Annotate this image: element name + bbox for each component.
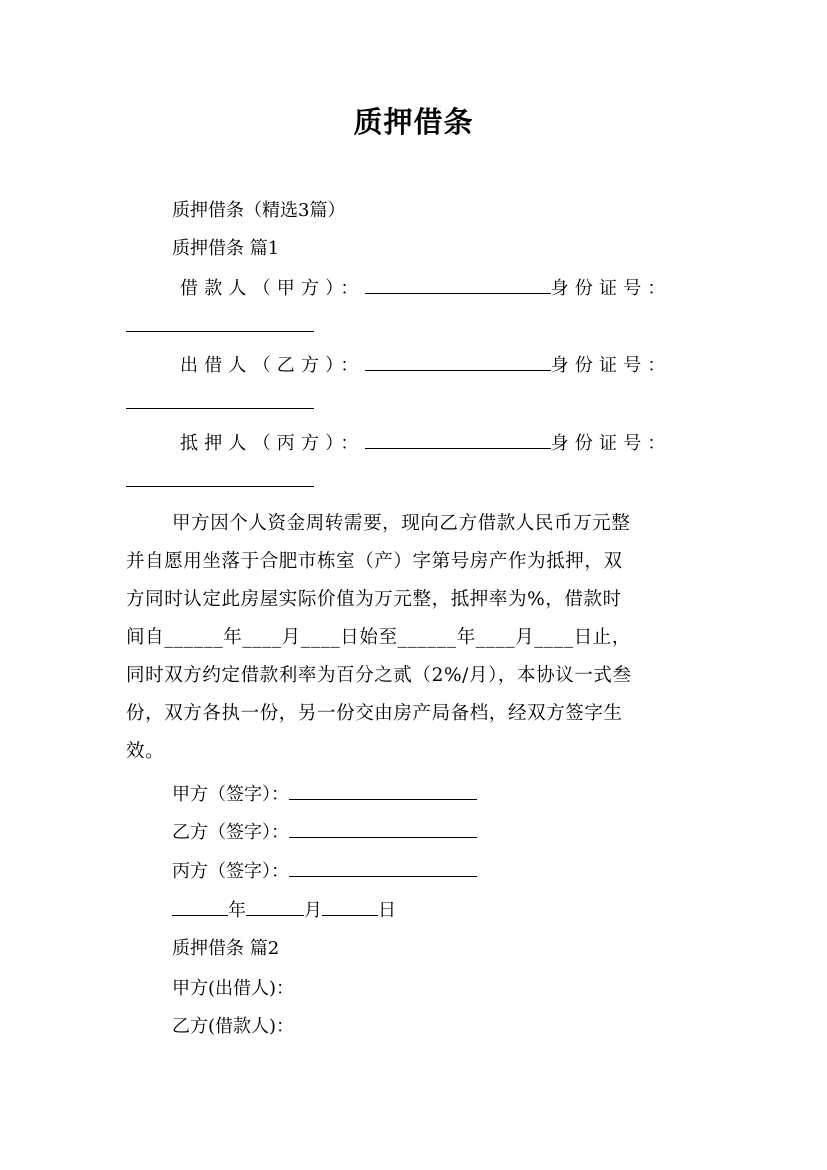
date-month-label: 月: [304, 900, 322, 921]
party-a-label: 甲方(出借人)：: [172, 978, 295, 999]
mortgagor-id-label: 身份证号：: [550, 433, 672, 454]
sign-row-a: [172, 784, 477, 806]
paragraph-line: 效。: [126, 741, 165, 762]
party-b-label: 乙方(借款人)：: [172, 1016, 295, 1037]
date-day-label: 日: [378, 900, 396, 921]
lender-id-label: 身份证号：: [550, 355, 672, 376]
lender-id-blank: [126, 394, 314, 409]
borrower-row: [180, 278, 672, 300]
borrower-label: 借款人（甲方）：: [180, 278, 365, 299]
sign-row-b: [172, 822, 477, 844]
sign-a-blank: [289, 785, 477, 800]
mortgagor-label: 抵押人（丙方）：: [180, 433, 365, 454]
date-day-blank: [322, 901, 378, 916]
section1-heading: 质押借条 篇1: [172, 238, 280, 259]
paragraph-line: 并自愿用坐落于合肥市栋室（产）字第号房产作为抵押，双: [126, 551, 623, 572]
lender-id-row: [126, 393, 314, 415]
sign-b-blank: [289, 823, 477, 838]
sign-a-label: 甲方（签字）：: [172, 784, 289, 805]
paragraph-line: 方同时认定此房屋实际价值为万元整，抵押率为%，借款时: [126, 589, 622, 610]
date-year-label: 年: [228, 900, 246, 921]
paragraph-line: 间自______年____月____日始至______年____月____日止，: [126, 627, 632, 648]
sign-c-blank: [289, 862, 477, 877]
mortgagor-id-row: [126, 471, 314, 493]
paragraph-line: 同时双方约定借款利率为百分之贰（2%/月），本协议一式叁: [126, 665, 632, 686]
lender-label: 出借人（乙方）：: [180, 355, 365, 376]
mortgagor-name-blank: [365, 434, 551, 449]
lender-row: [180, 355, 672, 377]
borrower-id-blank: [126, 317, 314, 332]
borrower-id-label: 身份证号：: [550, 278, 672, 299]
paragraph-line: 份，双方各执一份，另一份交由房产局备档，经双方签字生: [126, 703, 623, 724]
agreement-paragraph: [126, 505, 716, 771]
paragraph-line: 甲方因个人资金周转需要，现向乙方借款人民币万元整: [172, 513, 631, 534]
mortgagor-id-blank: [126, 472, 314, 487]
sign-row-c: [172, 861, 477, 883]
borrower-id-row: [126, 316, 314, 338]
borrower-name-blank: [365, 279, 551, 294]
sign-c-label: 丙方（签字）：: [172, 861, 289, 882]
document-intro: 质押借条（精选3篇）: [172, 200, 346, 221]
date-year-blank: [172, 901, 228, 916]
section2-heading: 质押借条 篇2: [172, 938, 280, 959]
sign-b-label: 乙方（签字）：: [172, 822, 289, 843]
document-title: 质押借条: [353, 105, 474, 139]
lender-name-blank: [365, 356, 551, 371]
date-row: [172, 900, 396, 922]
mortgagor-row: [180, 433, 672, 455]
date-month-blank: [246, 901, 304, 916]
